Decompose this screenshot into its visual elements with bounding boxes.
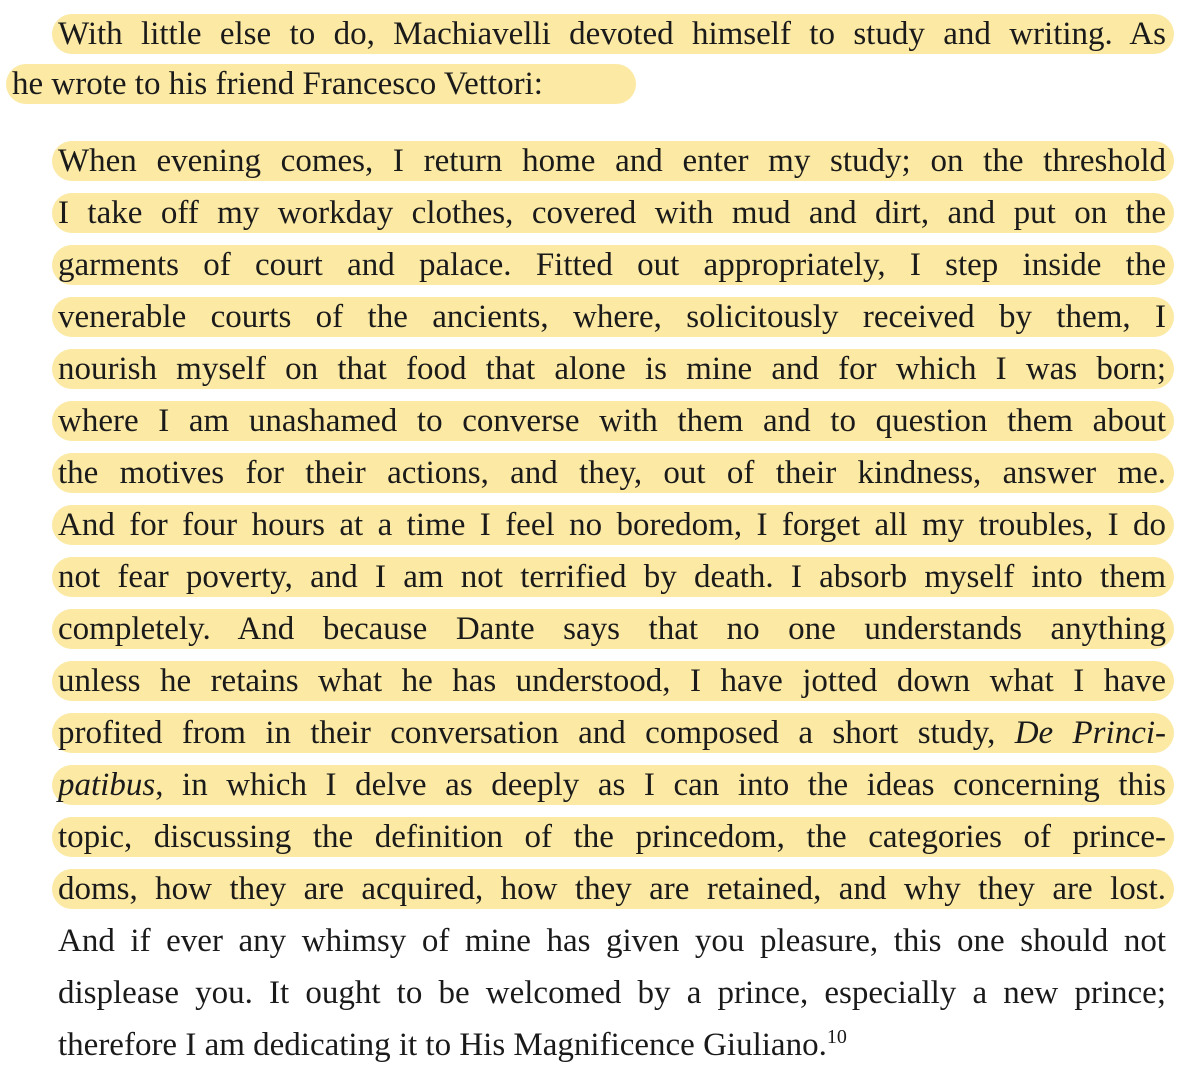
- quote-line-13: [52, 765, 1174, 805]
- quote-line-8: And for four hours at a time I feel no boredom, I forget all my troubles, I do: [52, 505, 1174, 545]
- footnote-marker: 10: [826, 1026, 847, 1048]
- quote-line-6: where I am unashamed to converse with them and to question them about: [52, 401, 1174, 441]
- quote-line-18: [52, 1025, 1052, 1065]
- quote-line-5: nourish myself on that food that alone is mine and for which I was born;: [52, 349, 1174, 389]
- quote-line-17: displease you. It ought to be welcomed by a prince, especially a new prince;: [58, 975, 1166, 1011]
- work-title-part-1: De Princi-: [1014, 715, 1166, 751]
- quote-line-7: the motives for their actions, and they, out of their kindness, answer me.: [52, 453, 1174, 493]
- quote-line-12: [52, 713, 1174, 753]
- quote-line-2: I take off my workday clothes, covered with mud and dirt, and put on the: [52, 193, 1174, 233]
- quote-line-1: When evening comes, I return home and enter my study; on the threshold: [52, 141, 1174, 181]
- quote-line-15: doms, how they are acquired, how they are retained, and why they are lost.: [52, 869, 1174, 909]
- quote-line-9: not fear poverty, and I am not terrified by death. I absorb myself into them: [52, 557, 1174, 597]
- intro-line-2: he wrote to his friend Francesco Vettori:: [6, 64, 636, 104]
- quote-line-13-text: , in which I delve as deeply as I can into the ideas concerning this: [155, 767, 1166, 803]
- intro-line-1: With little else to do, Machiavelli devoted himself to study and writing. As: [52, 14, 1174, 54]
- quote-line-3: garments of court and palace. Fitted out appropriately, I step inside the: [52, 245, 1174, 285]
- quote-line-10: completely. And because Dante says that no one understands anything: [52, 609, 1174, 649]
- quote-line-18-text: therefore I am dedicating it to His Magnificence Giuliano.: [58, 1027, 827, 1063]
- quote-line-4: venerable courts of the ancients, where, solicitously received by them, I: [52, 297, 1174, 337]
- work-title-part-2: patibus: [58, 767, 156, 803]
- quote-line-14: topic, discussing the definition of the princedom, the categories of prince-: [52, 817, 1174, 857]
- quote-line-12-text: profited from in their conversation and composed a short study,: [58, 715, 1015, 751]
- quote-line-16: And if ever any whimsy of mine has given you pleasure, this one should not: [58, 923, 1166, 959]
- quote-line-11: unless he retains what he has understood, I have jotted down what I have: [52, 661, 1174, 701]
